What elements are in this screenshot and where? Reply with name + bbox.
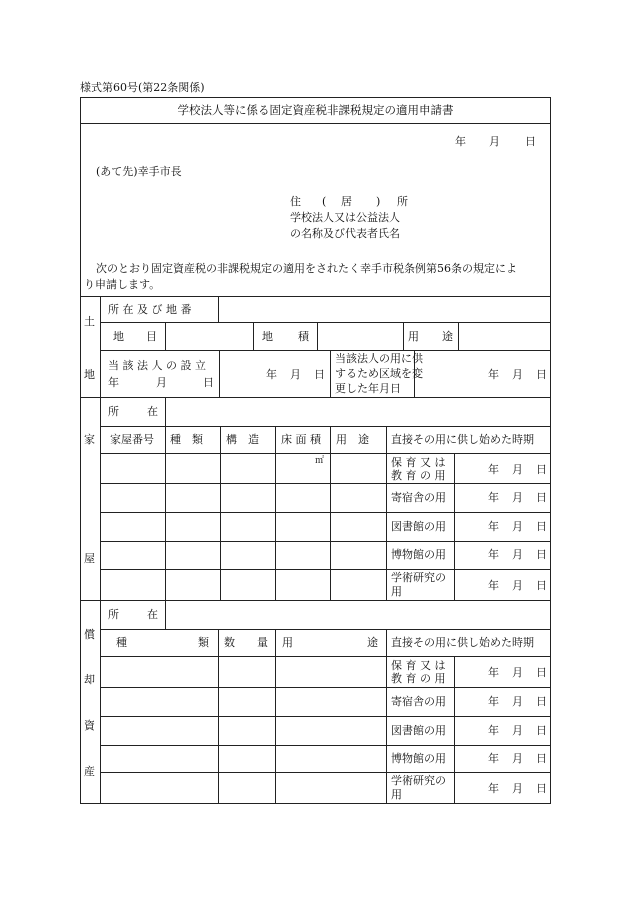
house-header-structure: 構 造 (226, 433, 259, 446)
applicant-name-label-2: の名称及び代表者氏名 (290, 227, 400, 240)
land-established-label-1: 当 該 法 人 の 設 立 (108, 359, 206, 372)
asset-header-qty-2: 量 (257, 636, 268, 649)
house-header-floor-area: 床 面 積 (281, 433, 321, 446)
date-year-label: 年 (455, 135, 466, 148)
asset-header-use-2: 途 (367, 636, 378, 649)
house-location-value[interactable] (168, 400, 548, 423)
land-location-value[interactable] (222, 299, 548, 319)
house-header-start-date: 直接その用に供し始めた時期 (391, 433, 534, 446)
land-area-label-2: 積 (298, 330, 309, 343)
house-header-number: 家屋番号 (110, 433, 154, 446)
land-location-label: 所 在 及 び 地 番 (108, 303, 192, 316)
asset-section-char-3: 資 (84, 719, 95, 732)
body-text-line-2: り申請します。 (84, 278, 161, 291)
land-area-label-1: 地 (262, 330, 273, 343)
document-title: 学校法人等に係る固定資産税非課税規定の適用申請書 (177, 103, 454, 117)
addressee: (あて先)幸手市長 (96, 165, 182, 178)
date-day-label: 日 (525, 135, 536, 148)
asset-header-qty-1: 数 (224, 636, 235, 649)
asset-location-label-1: 所 (108, 608, 119, 621)
applicant-name-label-1: 学校法人又は公益法人 (290, 211, 400, 224)
house-area-unit: ㎡ (315, 456, 325, 466)
asset-location-label-2: 在 (147, 608, 158, 621)
asset-location-value[interactable] (168, 603, 548, 626)
asset-header-kind-2: 類 (198, 636, 209, 649)
body-text-line-1: 次のとおり固定資産税の非課税規定の適用をされたく幸手市税条例第56条の規定によ (96, 262, 517, 275)
land-use-label-2: 途 (442, 330, 453, 343)
land-chimoku-label-2: 目 (146, 330, 157, 343)
land-use-value[interactable] (461, 325, 547, 347)
asset-section-char-1: 償 (84, 628, 95, 641)
house-section-char-2: 屋 (84, 552, 95, 565)
land-section-char-2: 地 (84, 368, 95, 381)
land-chimoku-value[interactable] (168, 325, 250, 347)
house-section-char-1: 家 (84, 433, 95, 446)
house-location-label-2: 在 (147, 405, 158, 418)
asset-header-use-1: 用 (282, 636, 293, 649)
asset-section-char-2: 却 (84, 673, 95, 686)
asset-header-start-date: 直接その用に供し始めた時期 (391, 636, 534, 649)
house-header-use: 用 途 (336, 433, 369, 446)
form-number: 様式第60号(第22条関係) (80, 81, 205, 94)
date-month-label: 月 (489, 135, 500, 148)
house-location-label-1: 所 (108, 405, 119, 418)
land-use-label-1: 用 (408, 330, 419, 343)
land-chimoku-label-1: 地 (113, 330, 124, 343)
asset-section-char-4: 産 (84, 765, 95, 778)
asset-header-kind-1: 種 (116, 636, 127, 649)
land-section-char-1: 土 (84, 315, 95, 328)
land-area-value[interactable] (320, 325, 400, 347)
house-header-kind: 種 類 (170, 433, 203, 446)
